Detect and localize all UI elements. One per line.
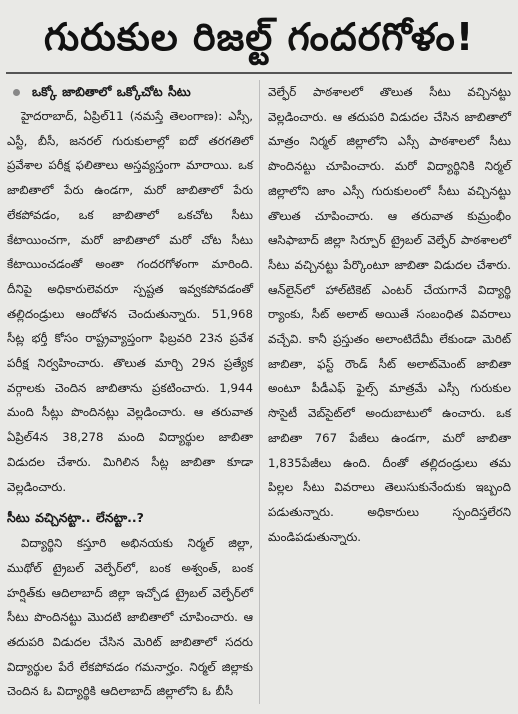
bullet-icon	[13, 89, 20, 96]
subheading	[7, 80, 253, 104]
right-column	[268, 80, 511, 708]
subheading-text: ఒక్కో జాబితాలో ఒక్కోచోట సీటు	[32, 84, 191, 99]
headline: గురుకుల రిజల్ట్ గందరగోళం!	[43, 15, 475, 59]
headline-rule	[6, 72, 512, 74]
paragraph-2-start: విద్యార్థిని కస్తూరి అభినయకు నిర్మల్ జిల్లా, ముథోల్ ట్రైబల్ వెల్ఫేర్‌లో, బంక అశ్వంత్, బంక హర్షిత్‌కు ఆదిలాబాద్ జిల్లా ఇచ్చోడ ట్రైబల్ వెల్ఫేర్‌లో సీటు పొందినట్టు మొదటి జాబితాలో చూపించారు. ఆ తదుపరి విడుదల చేసిన మెరిట్ జాబితాలో సదరు విద్యార్థుల పేరే లేకపోవడం గమనార్హం. నిర్మల్ జిల్లాకు చెందిన ఓ విద్యార్థికి ఆదిలాబాద్ జిల్లాలోని ఓ బీసీ	[7, 536, 253, 699]
section-heading: సీటు వచ్చినట్టా.. లేనట్టా..?	[7, 510, 144, 526]
paragraph-2-continued: వెల్ఫేర్ పాఠశాలలో తొలుత సీటు వచ్చినట్టు వెల్లడించారు. ఆ తదుపరి విడుదల చేసిన జాబితాలో మాత్రం నిర్మల్ జిల్లాలోని ఎస్సీ పాఠశాలలో సీటు పొందినట్టు చూపించారు. మరో విద్యార్థినికి నిర్మల్ జిల్లాలోని జాం ఎస్సీ గురుకులంలో సీటు వచ్చినట్టు తొలుత చూపించారు. ఆ తరువాత కుమ్రంభీం ఆసిఫాబాద్ జిల్లా సిర్పూర్ ట్రైబల్ వెల్ఫేర్ పాఠశాలలో సీటు వచ్చినట్టు పేర్కొంటూ జాబితా విడుదల చేశారు. ఆన్‌లైన్‌లో హాల్‌టికెట్ ఎంటర్ చేయగానే విద్యార్థి ర్యాంకు, సీట్ అలాట్ అయితే సంబంధిత వివరాలు వచ్చేవి. కానీ ప్రస్తుతం అలాంటిదేమీ లేకుండా మెరిట్ జాబితా, ఫస్ట్ రౌండ్ సీట్ అలాట్‌మెంట్ జాబితా అంటూ పీడీఎఫ్ ఫైల్స్ మాత్రమే ఎస్సీ గురుకుల సొసైటీ వెబ్‌సైట్‌లో అందుబాటులో ఉంచారు. ఒక జాబితా 767 పేజీలు ఉండగా, మరో జాబితా 1,835పేజీలు ఉంది. దీంతో తల్లిదండ్రులు తమ పిల్లల సీటు వివరాలు తెలుసుకునేందుకు ఇబ్బంది పడుతున్నారు. అధికారులు స్పందిస్తలేరని మండిపడుతున్నారు.	[268, 85, 511, 544]
left-column	[7, 80, 253, 708]
paragraph-1: హైదరాబాద్, ఏప్రిల్11 (నమస్తే తెలంగాణ): ఎస్సీ, ఎస్టీ, బీసీ, జనరల్ గురుకులాల్లో ఐదో తరగతిలో ప్రవేశాల పరీక్ష ఫలితాలు అస్తవ్యస్తంగా మారాయి. ఒక జాబితాలో పేరు ఉండగా, మరో జాబితాలో పేరు లేకపోవడం, ఒక జాబితాలో ఒకచోట సీటు కేటాయించగా, మరో జాబితాలో మరో చోట సీటు కేటాయించడంతో అంతా గందరగోళంగా మారింది. దీనిపై అధికారులెవరూ స్పష్టత ఇవ్వకపోవడంతో తల్లిదండ్రులు ఆందోళన చెందుతున్నారు. 51,968 సీట్ల భర్తీ కోసం రాష్ట్రవ్యాప్తంగా ఫిబ్రవరి 23న ప్రవేశ పరీక్ష నిర్వహించారు. తొలుత మార్చి 29న ప్రత్యేక వర్గాలకు చెందిన జాబితాను ప్రకటించారు. 1,944 మంది సీట్లు పొందినట్లు వెల్లడించారు. ఆ తరువాత ఏప్రిల్4న 38,278 మంది విద్యార్థుల జాబితా విడుదల చేశారు. మిగిలిన సీట్ల జాబితా కూడా వెల్లడించారు.	[7, 109, 253, 494]
column-divider	[259, 80, 260, 704]
